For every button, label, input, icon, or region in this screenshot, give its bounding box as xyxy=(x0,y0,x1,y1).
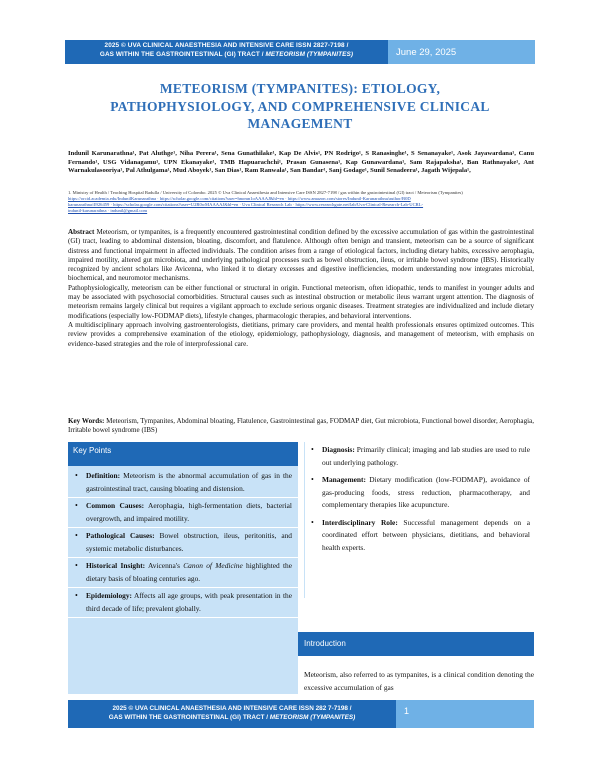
key-point-item xyxy=(68,558,298,588)
abstract-paragraph-2: Pathophysiologically, meteorism can be either functional or structural in origin. Functional meteorism, often idiopathic, tends to manifest in younger adults and may be associated with psychosocial comorbidities. Structural causes such as intestinal obstruction or metabolic ileus warrant urgent attention. The diagnosis of meteorism remains largely clinical but requires a vigilant approach to exclude serious organic diseases. Treatment strategies are individualized and include dietary modifications (especially low-FODMAP diets), lifestyle changes, pharmacologic therapies, and behavioral interventions. xyxy=(68,283,534,320)
introduction-text: Meteorism, also referred to as tympanites, is a clinical condition denoting the excessive accumulation of gas xyxy=(304,670,534,692)
abstract-section xyxy=(68,228,534,349)
journal-footer-subject: METEORISM (TYMPANITES) xyxy=(269,714,356,721)
profile-links-2[interactable]: karunarathna/4926459 · https://scholar.google.com/citations?user=U2R0wMAAAAJ&hl=en · Uva Clinical Research Lab · https://www.researchgate.net/lab/Uva-Clinical-Research-Lab-UCRL- xyxy=(68,202,424,208)
journal-header-topic: GAS WITHIN THE GASTROINTESTINAL (GI) TRACT / xyxy=(99,50,266,58)
key-point-text: Avicenna's xyxy=(145,561,184,570)
publication-date: June 29, 2025 xyxy=(388,40,535,64)
key-point-item xyxy=(68,498,298,528)
key-point-label: Pathological Causes: xyxy=(86,531,155,540)
author-list: Indunil Karunarathna¹, Pat Aluthge¹, Niha Perera¹, Sena Gunathilake¹, Kap De Alvis¹, PN Rodrigo¹, S Ranasinghe¹, S Senanayake¹, Asok Jayawardana¹, Canu Fernando¹, USG Vidanagamu¹, UPN Ekanayake¹, TMB Hapuarachchi¹, Prasan Gunasena¹, Kap Gunawardana¹, Sam Rajapaksha¹, Ban Rathnayake¹, Ant Warnakulasooriya¹, Pal Athulgama¹, Mud Aboyek¹, San Dias¹, Ram Ranwala¹, San Bandar¹, Sanj Godage¹, Sunil Senadeera¹, Jagath Wijepala¹, xyxy=(68,150,534,175)
abstract-paragraph-3: A multidisciplinary approach involving gastroenterologists, dietitians, primary care providers, and mental health professionals ensures optimized outcomes. This review provides a comprehensive examination of the etiology, epidemiology, pathophysiology, diagnosis, and management of meteorism, with emphasis on evidence-based strategies and the role of interprofessional care. xyxy=(68,320,534,348)
journal-footer-band xyxy=(68,700,534,728)
page-number: 1 xyxy=(396,700,534,728)
right-point-item xyxy=(304,515,534,558)
key-point-text: highlighted the dietary basis of bloating centuries ago. xyxy=(86,561,293,583)
right-point-text: Dietary modification (low-FODMAP), avoidance of gas-producing foods, stress reduction, pharmacotherapy, and complementary therapies like acupuncture. xyxy=(322,475,530,509)
key-point-label: Historical Insight: xyxy=(86,561,146,570)
keywords-section xyxy=(68,417,534,436)
right-point-text: Primarily clinical; imaging and lab studies are used to rule out underlying pathology. xyxy=(322,445,530,467)
journal-footer-text xyxy=(68,700,396,728)
key-point-text: Affects all age groups, with peak presentation in the third decade of life; prevalent globally. xyxy=(86,591,292,613)
journal-footer-topic: GAS WITHIN THE GASTROINTESTINAL (GI) TRACT / xyxy=(108,714,270,721)
profile-links-3[interactable]: indunil-karunarathna · indunil@gmail.com xyxy=(68,208,148,214)
abstract-paragraph-1 xyxy=(68,228,534,284)
journal-header-line1: 2025 © UVA CLINICAL ANAESTHESIA AND INTENSIVE CARE ISSN 2827-7198 / xyxy=(104,42,349,49)
key-point-item xyxy=(68,468,298,498)
key-point-label: Epidemiology: xyxy=(86,591,132,600)
right-point-text: Successful management depends on a coordinated effort between physicians, dietitians, and behavioral health experts. xyxy=(322,517,530,552)
journal-header-line2 xyxy=(67,51,386,60)
book-title: Canon of Medicine xyxy=(183,561,243,570)
right-point-item xyxy=(304,472,534,515)
journal-footer-line1: 2025 © UVA CLINICAL ANAESTHESIA AND INTENSIVE CARE ISSN 282 7-7198 / xyxy=(112,705,352,712)
key-points-list xyxy=(68,468,298,618)
key-point-text: Bowel obstruction, ileus, peritonitis, and systemic metabolic disturbances. xyxy=(86,531,292,553)
key-point-text: Meteorism is the abnormal accumulation of gas in the gastrointestinal tract, causing bloating and distension. xyxy=(86,471,292,493)
journal-header-text xyxy=(65,40,388,64)
right-points-list xyxy=(304,442,534,557)
abstract-text-1: Meteorism, or tympanites, is a frequently encountered gastrointestinal condition defined by the excessive accumulation of gas within the gastrointestinal (GI) tract, leading to abdominal distension, bloating, discomfort, and flatulence. Although often benign and transient, meteorism can be a source of significant distress and functional impairment in affected individuals. The condition arises from a range of etiological factors, including dietary habits, excessive aerophagia, impaired motility, altered gut microbiota, and underlying pathological processes such as bowel obstruction, ileus, or irritable bowel syndrome (IBS). Historically recognized by ancient scholars like Avicenna, who linked it to dietary excesses and digestive inefficiencies, modern understanding now integrates microbial, biochemical, and neuromotor mechanisms. xyxy=(68,228,534,283)
introduction-heading: Introduction xyxy=(298,632,534,656)
right-point-label: Diagnosis: xyxy=(322,445,355,454)
affiliation-block xyxy=(68,190,534,214)
key-point-item xyxy=(68,588,298,618)
right-point-label: Management: xyxy=(322,475,366,484)
key-point-text: Aerophagia, high-fermentation diets, bacterial overgrowth, and impaired motility. xyxy=(86,501,292,523)
key-point-label: Common Causes: xyxy=(86,501,145,510)
key-point-label: Definition: xyxy=(86,471,121,480)
right-point-item xyxy=(304,442,534,472)
journal-footer-line2 xyxy=(70,713,394,722)
keywords-text: Meteorism, Tympanites, Abdominal bloating, Flatulence, Gastrointestinal gas, FODMAP diet, Gut microbiota, Functional bowel disorder, Aerophagia, Irritable bowel syndrome (IBS) xyxy=(68,417,535,435)
profile-links-1[interactable]: https://orcid.academia.edu/IndunilKarunarathna · https://scholar.google.com/citations?user=hnomn1oAAAAJ&hl=en · https://www.amazon.com/stores/Indunil-Karunarathna/author/B0D xyxy=(68,196,411,202)
right-point-label: Interdisciplinary Role: xyxy=(322,517,398,527)
abstract-label: Abstract xyxy=(68,228,95,236)
key-point-item xyxy=(68,528,298,558)
paper-title: METEORISM (TYMPANITES): ETIOLOGY, PATHOPHYSIOLOGY, AND COMPREHENSIVE CLINICAL MANAGEMENT xyxy=(110,81,490,131)
key-points-heading: Key Points xyxy=(68,442,298,466)
keywords-label: Key Words: xyxy=(68,417,105,425)
journal-header-band xyxy=(65,40,535,64)
affiliation-text: 1. Ministry of Health / Teaching Hospital Badulla / University of Colombo. 2025 © Uva Clinical Anaesthesia and Intensive Care ISSN 2827-7198 / gas within the gastrointestinal (GI) tract / Meteorism (Tympanites) xyxy=(68,190,463,195)
journal-header-subject: METEORISM (TYMPANITES) xyxy=(265,50,354,58)
